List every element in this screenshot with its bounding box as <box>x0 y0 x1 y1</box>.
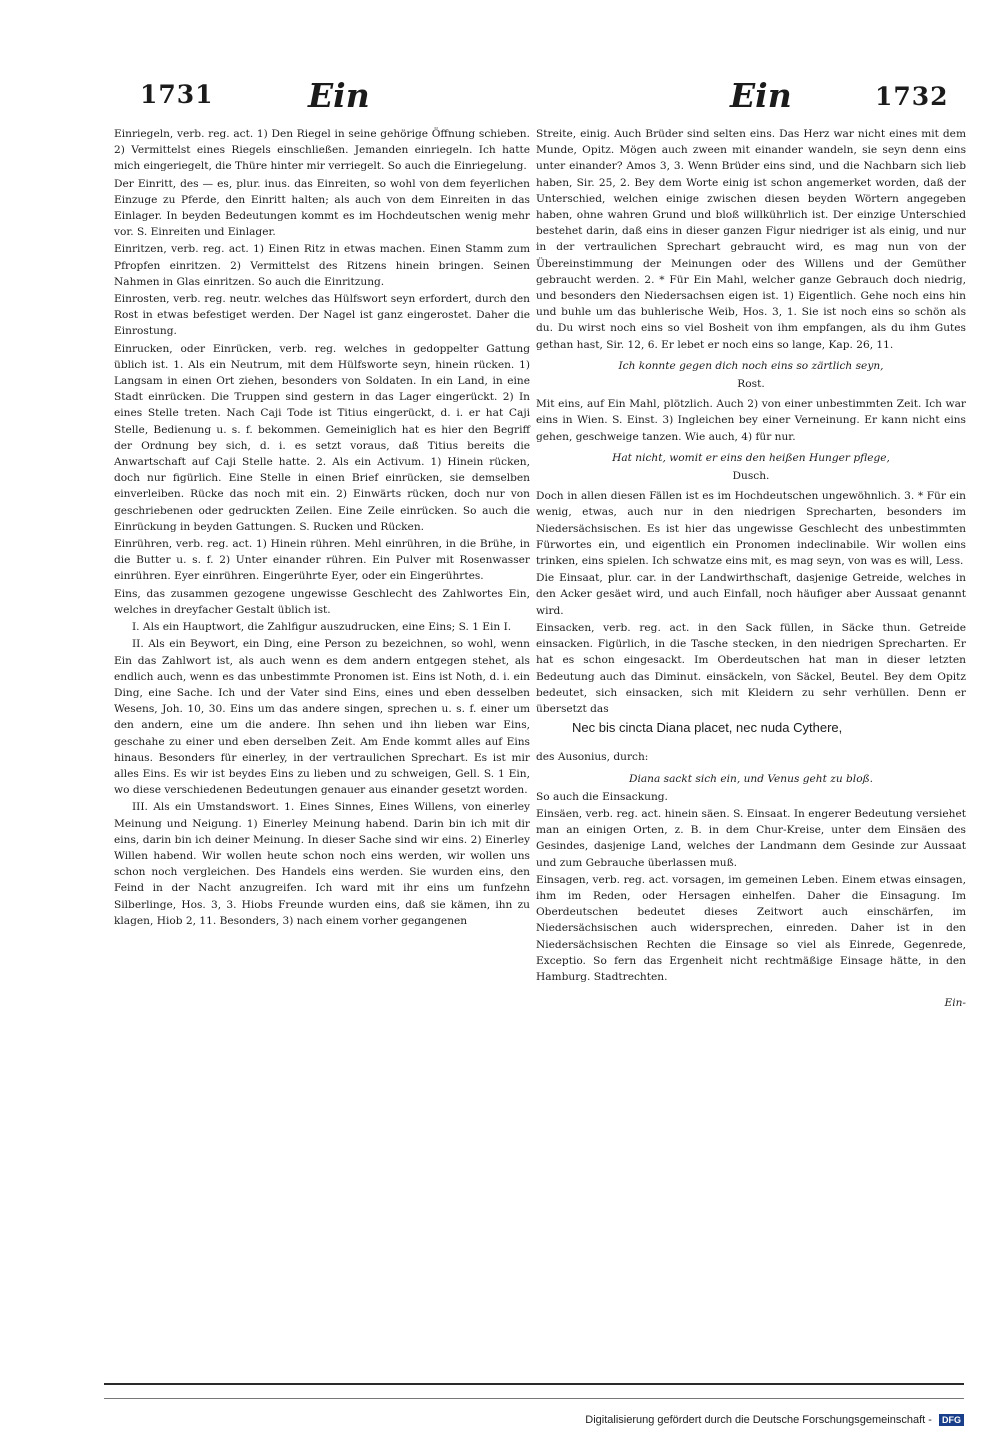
entry-mit-eins: Mit eins, auf Ein Mahl, plötzlich. Auch 2) von einer unbestimmten Zeit. Ich war eins in Wien. S. Einst. 3) Ingleichen bey einer Verneinung. Er kann nicht eins gehen, geschweige tanzen. Wie auch, 4) für nur. <box>536 398 966 443</box>
running-head-left: Ein <box>308 76 370 115</box>
verse-quote-rost: Ich konnte gegen dich noch eins so zärtlich seyn, <box>618 359 884 372</box>
entry-einsagen: Einsagen, verb. reg. act. vorsagen, im gemeinen Leben. Einem etwas einsagen, ihm im Reden, oder Hersagen einhelfen. Daher die Einsagung. Im Oberdeutschen bedeutet dieses Zeitwort auch einschärfen, im Niedersächsischen auch widersprechen, einreden. Daher ist in den Niedersächsischen Rechten die Einsage so viel als Einrede, Gegenrede, Exceptio. So fern das Ergenheit nicht rechtmäßige Einsage hätte, in den Hamburg. Stadtrechten. <box>536 873 966 983</box>
german-translation-verse: Diana sackt sich ein, und Venus geht zu bloß. <box>628 772 874 785</box>
latin-verse: Nec bis cincta Diana placet, nec nuda Cythere, <box>572 720 843 736</box>
entry-einsaeen: Einsäen, verb. reg. act. hinein säen. S. Einsaat. In engerer Bedeutung versiehet man an einigen Orten, z. B. in dem Chur-Kreise, unter dem Einsäen des Gesindes, dasjenige Land, welches der Landmann dem Gesinde zur Aussaat und zum Gebrauche überlassen muß. <box>536 807 966 869</box>
entry-eins-section-1: I. Als ein Hauptwort, die Zahlfigur auszudrucken, eine Eins; S. 1 Ein I. <box>132 621 512 634</box>
catchword: Ein- <box>944 997 966 1010</box>
verse-quote-dusch: Hat nicht, womit er eins den heißen Hunger pflege, <box>612 451 890 464</box>
entry-einritzen: Einritzen, verb. reg. act. 1) Einen Ritz in etwas machen. Einen Stamm zum Pfropfen einritzen. 2) Vermittelst des Ritzens hinein bringen. Seinen Nahmen in Glas einritzen. So auch die Einritzung. <box>114 243 530 288</box>
page-header <box>0 76 1000 126</box>
entry-eins-section-3: III. Als ein Umstandswort. 1. Eines Sinnes, Eines Willens, von einerley Meinung und Neigung. 1) Einerley Meinung habend. Darin bin ich mit dir eins, darin bin ich deiner Meinung. In dieser Sache sind wir eins. 2) Einerley Willen habend. Wir wollen heute schon noch eins werden, wir wollen uns schon noch vergleichen. Des Handels eins werden. Sie wurden eins, den Feind in der Nacht anzugreifen. Ich ward mit ihr eins um funfzehn Silberlinge, Hos. 3, 3. Hiobs Freunde wurden eins, daß sie kämen, ihn zu klagen, Hiob 2, 11. Besonders, 3) nach einem vorher gegangenen <box>114 801 530 927</box>
entry-einsaat: Die Einsaat, plur. car. in der Landwirthschaft, dasjenige Getreide, welches in den Acker gesäet wird, und auch Einfall, noch häufiger aber Aussaat genannt wird. <box>536 572 966 617</box>
footer-rule <box>104 1383 964 1385</box>
footer-rule-thin <box>104 1398 964 1399</box>
entry-eins: Eins, das zusammen gezogene ungewisse Geschlecht des Zahlwortes Ein, welches in dreyfacher Gestalt üblich ist. <box>114 587 530 616</box>
entry-einritt: Der Einritt, des — es, plur. inus. das Einreiten, so wohl von dem feyerlichen Einzuge zu Pferde, den Einritt halten; als auch von dem Einreiten in das Einlager. In beyden Bedeutungen kommt es im Hochdeutschen wenig mehr vor. S. Einreiten und Einlager. <box>114 177 530 239</box>
right-column <box>536 126 966 1022</box>
entry-eins-continued: Streite, einig. Auch Brüder sind selten eins. Das Herz war nicht eines mit dem Munde, Opitz. Mögen auch zween mit einander wandeln, sie seyn denn eins unter einander? Amos 3, 3. Wenn Brüder eins sind, und die Nachbarn sich lieb haben, Sir. 25, 2. Bey dem Worte einig ist schon angemerket worden, daß der Unterschied, welchen einige zwischen diesen beyden Wörtern angegeben haben, ohne wahren Grund und bloß willkührlich ist. Der einzige Unterschied bestehet darin, daß eins in dieser ganzen Figur niedriger ist als einig, und nur in der vertraulichen Sprechart gebraucht wird, es mag nun von der Übereinstimmung der Meinungen oder des Willens und der Gemüther gebraucht werden. 2. * Für Ein Mahl, welcher ganze Gebrauch doch niedrig, und besonders den Niedersachsen eigen ist. 1) Eigentlich. Gehe noch eins hin und buhle um das buhlerische Weib, Hos. 3, 1. Sie ist noch eins so schön als du. Du wirst noch eins so viel Bosheit von ihm empfangen, als du ihm Gutes gethan hast, Sir. 12, 6. Er lebet er noch eins so lange, Kap. 26, 11. <box>536 128 966 351</box>
running-head-right: Ein <box>730 76 792 115</box>
latin-attribution: des Ausonius, durch: <box>536 751 649 764</box>
footer-credit <box>585 1414 964 1430</box>
quote-attribution-rost: Rost. <box>737 378 765 391</box>
entry-eins-section-2: II. Als ein Beywort, ein Ding, eine Person zu bezeichnen, so wohl, wenn Ein das Zahlwort ist, als auch wenn es dem andern entgegen stehet, als endlich auch, wenn es das unbestimmte Pronomen ist. Eins ist Noth, d. i. ein Ding, eine Sache. Ich und der Vater sind Eins, eines und eben desselben Wesens, Joh. 10, 30. Eins um das andere singen, sprechen u. s. f. einer um den andern, eine um die andere. Ihn sehen und ihn lieben war Eins, geschahe zu einer und eben derselben Zeit. Am Ende kommt alles auf Eins hinaus. Besonders für einerley, in der vertraulichen Sprechart. Es ist mir alles Eins. Es wir ist beydes Eins zu lieben und zu schweigen, Gell. S. 1 Ein, wo diese verschiedenen Bedeutungen genauer aus einander gesetzt worden. <box>114 638 530 797</box>
entry-einrucken: Einrucken, oder Einrücken, verb. reg. welches in gedoppelter Gattung üblich ist. 1. Als ein Neutrum, mit dem Hülfsworte seyn, hinein rücken. 1) Langsam in einen Ort ziehen, besonders von Soldaten. In ein Land, in eine Stadt einrücken. Die Truppen sind gestern in das Lager eingerückt. 2) In eines Stelle treten. Nach Caji Tode ist Titius eingerückt, d. i. er hat Caji Stelle, Bedienung u. s. f. bekommen. Gemeiniglich hat es hier den Begriff der Ordnung bey sich, d. i. es setzt voraus, daß Titius bereits die Anwartschaft auf Caji Stelle hatte. 2. Als ein Activum. 1) Hinein rücken, doch nur figürlich. Eine Stelle in einen Brief einrücken, sie demselben einverleiben. Rücke das noch mit ein. 2) Einwärts rücken, doch nur von geschriebenen oder gedruckten Zeilen. Eine Zeile einrücken. So auch die Einrückung in beyden Gattungen. S. Rucken und Rücken. <box>114 342 530 533</box>
left-column <box>114 126 530 930</box>
page-number-left: 1731 <box>140 80 214 109</box>
dfg-logo-icon: DFG <box>939 1414 964 1426</box>
entry-einsackung: So auch die Einsackung. <box>536 790 668 803</box>
entry-einrosten: Einrosten, verb. reg. neutr. welches das Hülfswort seyn erfordert, durch den Rost in etwas befestiget werden. Der Nagel ist ganz eingerostet. Daher die Einrostung. <box>114 293 530 338</box>
entry-einsacken: Einsacken, verb. reg. act. in den Sack füllen, in Säcke thun. Getreide einsacken. Figürlich, in die Tasche stecken, in den niedrigen Sprecharten. Er hat es schon eingesackt. Im Oberdeutschen hat man in dieser letzten Bedeutung auch das Diminut. einsäckeln, von Säckel, Beutel. Bey dem Opitz bedeutet, sich einsacken, sich mit Kleidern zu sehr verhüllen. Denn er übersetzt das <box>536 621 966 715</box>
entry-einruehren: Einrühren, verb. reg. act. 1) Hinein rühren. Mehl einrühren, in die Brühe, in die Butter u. s. f. 2) Unter einander rühren. Ein Pulver mit Rosenwasser einrühren. Eyer einrühren. Eingerührte Eyer, oder ein Eingerührtes. <box>114 538 530 583</box>
entry-eins-usage-note: Doch in allen diesen Fällen ist es im Hochdeutschen ungewöhnlich. 3. * Für ein wenig, etwas, auch nur in den niedrigen Sprecharten, besonders im Niedersächsischen. Es ist hier das ungewisse Geschlecht des unbestimmten Fürwortes ein, und eigentlich ein Pronomen indeclinabile. Wir wollen eins trinken, eins spielen. Ich schwatze eins mit, es mag seyn, von was es will, Less. <box>536 490 966 568</box>
page-number-right: 1732 <box>875 82 949 111</box>
footer-credit-text: Digitalisierung gefördert durch die Deutsche Forschungsgemeinschaft - <box>585 1414 932 1427</box>
quote-attribution-dusch: Dusch. <box>732 470 770 483</box>
entry-einriegeln: Einriegeln, verb. reg. act. 1) Den Riegel in seine gehörige Öffnung schieben. 2) Vermittelst eines Riegels einschließen. Jemanden einriegeln. Ich hatte mich eingeriegelt, die Thüre hinter mir verriegelt. So auch die Einriegelung. <box>114 128 530 173</box>
